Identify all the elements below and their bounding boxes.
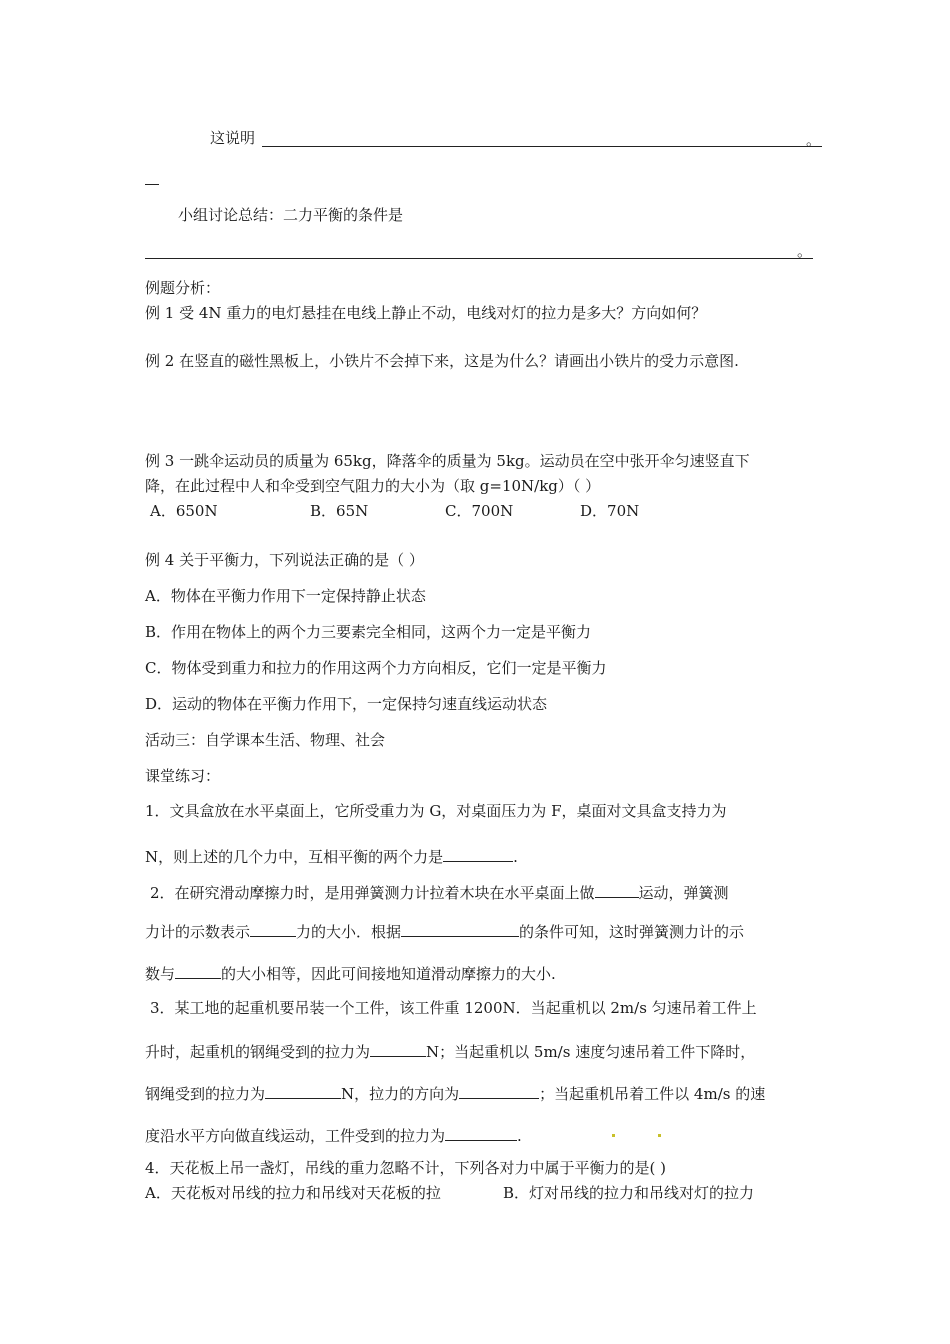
q3-rise-force-blank[interactable]	[370, 1040, 426, 1057]
question-4-option-a: A．天花板对吊线的拉力和吊线对天花板的拉	[145, 1184, 441, 1202]
summary-blank[interactable]	[145, 258, 813, 259]
practice-heading: 课堂练习：	[145, 767, 221, 785]
example-3-option-c: C．700N	[445, 502, 514, 520]
question-1-line-2: N，则上述的几个力中，互相平衡的两个力是 .	[145, 845, 518, 867]
question-4-option-b: B．灯对吊线的拉力和吊线对灯的拉力	[503, 1184, 755, 1202]
example-4-option-b: B．作用在物体上的两个力三要素完全相同，这两个力一定是平衡力	[145, 623, 592, 641]
examples-heading: 例题分析：	[145, 279, 221, 297]
example-4-option-a: A．物体在平衡力作用下一定保持静止状态	[145, 587, 426, 605]
example-3-line-2: 降，在此过程中人和伞受到空气阻力的大小为（取 g=10N/kg）（ ）	[145, 477, 601, 495]
question-2-line-3: 数与 的大小相等，因此可间接地知道滑动摩擦力的大小.	[145, 962, 556, 984]
question-2-line-2: 力计的示数表示 力的大小．根据 的条件可知，这时弹簧测力计的示	[145, 920, 744, 942]
example-3-option-a: A．650N	[150, 502, 218, 520]
stray-mark	[658, 1134, 661, 1137]
stray-mark	[612, 1134, 615, 1137]
question-3-line-4: 度沿水平方向做直线运动，工件受到的拉力为 .	[145, 1124, 522, 1146]
activity-3: 活动三：自学课本生活、物理、社会	[145, 731, 386, 749]
example-4: 例 4 关于平衡力，下列说法正确的是（ ）	[145, 551, 424, 569]
example-3-line-1: 例 3 一跳伞运动员的质量为 65kg，降落伞的质量为 5kg。运动员在空中张开伞匀速竖直下	[145, 452, 750, 470]
question-1-line-1: 1．文具盒放在水平桌面上，它所受重力为 G，对桌面压力为 F，桌面对文具盒支持力为	[145, 802, 727, 820]
q3-descend-force-blank[interactable]	[265, 1082, 341, 1099]
explain-tail-rule	[806, 146, 822, 147]
example-3-option-d: D．70N	[580, 502, 640, 520]
q3-direction-blank[interactable]	[459, 1082, 539, 1099]
explain-blank[interactable]	[262, 146, 808, 147]
explain-label: 这说明	[210, 129, 256, 147]
summary-end-mark: 。	[797, 242, 813, 260]
q1-answer-blank[interactable]	[443, 845, 513, 862]
stray-dash	[145, 184, 159, 185]
example-1: 例 1 受 4N 重力的电灯悬挂在电线上静止不动，电线对灯的拉力是多大？方向如何？	[145, 304, 707, 322]
q2-force-blank[interactable]	[250, 920, 296, 937]
question-3-line-1: 3．某工地的起重机要吊装一个工件，该工件重 1200N．当起重机以 2m/s 匀速吊着工件上	[150, 999, 757, 1017]
q3-horizontal-force-blank[interactable]	[445, 1124, 517, 1141]
group-summary: 小组讨论总结：二力平衡的条件是	[178, 206, 404, 224]
explain-end-mark: 。	[806, 131, 822, 149]
q2-condition-blank[interactable]	[401, 920, 519, 937]
explain-line	[210, 128, 255, 148]
example-4-option-d: D．运动的物体在平衡力作用下，一定保持匀速直线运动状态	[145, 695, 548, 713]
question-3-line-2: 升时，起重机的钢绳受到的拉力为 N；当起重机以 5m/s 速度匀速吊着工件下降时，	[145, 1040, 755, 1062]
q2-equal-blank[interactable]	[175, 962, 221, 979]
question-2-line-1: 2．在研究滑动摩擦力时，是用弹簧测力计拉着木块在水平桌面上做 运动，弹簧测	[150, 881, 729, 903]
question-3-line-3: 钢绳受到的拉力为 N，拉力的方向为 ；当起重机吊着工件以 4m/s 的速	[145, 1082, 765, 1104]
example-2: 例 2 在竖直的磁性黑板上，小铁片不会掉下来，这是为什么？请画出小铁片的受力示意图.	[145, 352, 739, 370]
q2-motion-blank[interactable]	[595, 881, 639, 898]
question-4-line-1: 4．天花板上吊一盏灯，吊线的重力忽略不计，下列各对力中属于平衡力的是( )	[145, 1159, 667, 1177]
example-3-option-b: B．65N	[310, 502, 369, 520]
example-4-option-c: C．物体受到重力和拉力的作用这两个力方向相反，它们一定是平衡力	[145, 659, 607, 677]
